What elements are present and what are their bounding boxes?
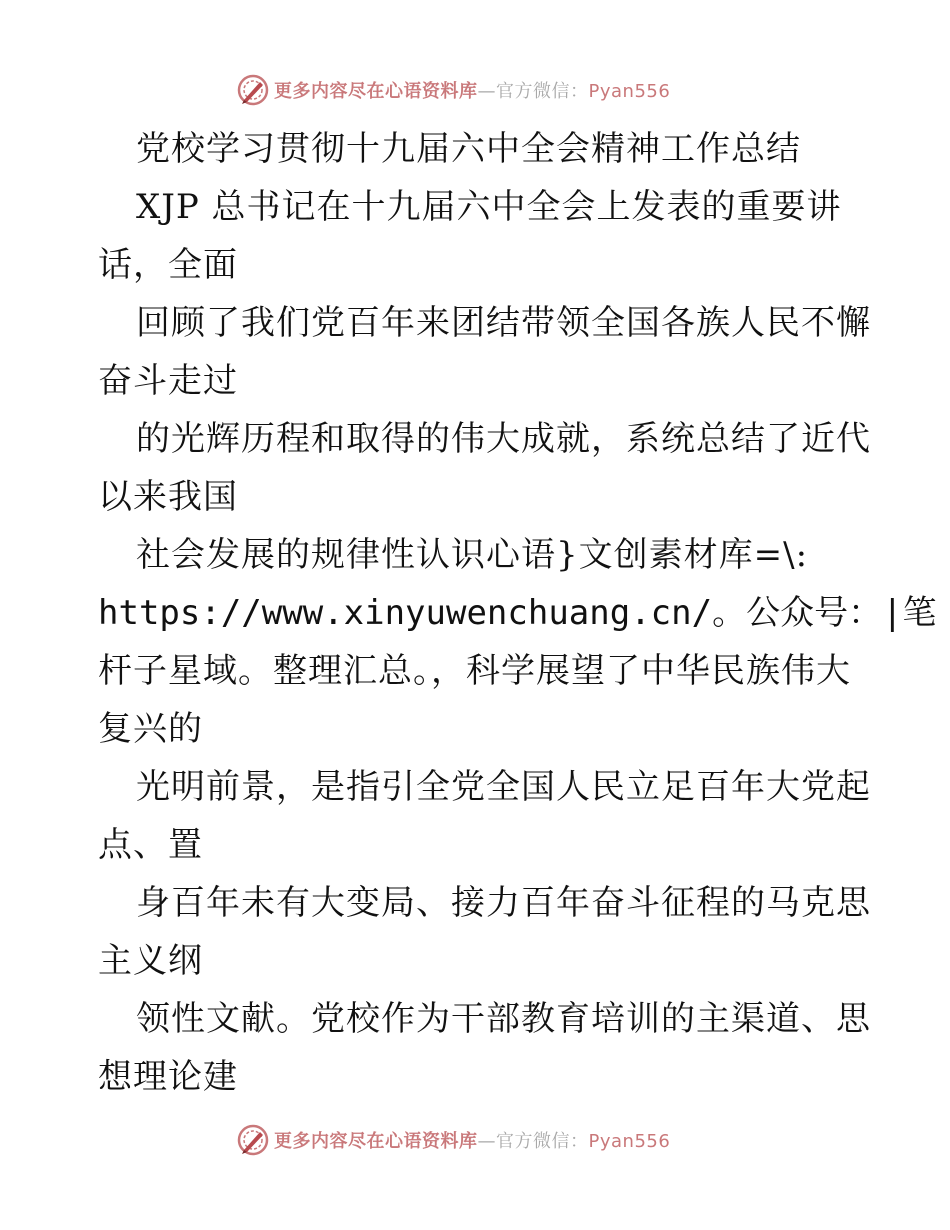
paragraph-line: 杆子星域。整理汇总。，科学展望了中华民族伟大 — [98, 651, 851, 691]
paragraph-line: 社会发展的规律性认识心语}文创素材库=\: — [136, 535, 809, 575]
paragraph-line: 光明前景，是指引全党全国人民立足百年大党起 — [136, 767, 871, 807]
footer-watermark — [236, 1123, 670, 1157]
watermark-main-text: 更多内容尽在心语资料库 — [274, 1131, 478, 1152]
watermark-text — [274, 77, 670, 103]
paragraph-line: 复兴的 — [98, 709, 203, 749]
watermark-dash: — — [477, 1131, 496, 1152]
paragraph-line: 奋斗走过 — [98, 361, 238, 401]
watermark-wechat-id: Pyan556 — [588, 1131, 671, 1152]
watermark-main-text: 更多内容尽在心语资料库 — [274, 81, 478, 102]
pen-logo-icon — [236, 73, 270, 107]
document-title: 党校学习贯彻十九届六中全会精神工作总结 — [136, 129, 801, 169]
paragraph-line: 主义纲 — [98, 941, 203, 981]
paragraph-line-url: https://www.xinyuwenchuang.cn/。公众号：|笔 — [98, 593, 937, 633]
watermark-dash: — — [477, 81, 496, 102]
pen-logo-icon — [236, 1123, 270, 1157]
paragraph-line: 点、置 — [98, 825, 203, 865]
paragraph-line: 领性文献。党校作为干部教育培训的主渠道、思 — [136, 999, 871, 1039]
paragraph-line: 回顾了我们党百年来团结带领全国各族人民不懈 — [136, 303, 871, 343]
watermark-text — [274, 1127, 670, 1153]
watermark-wechat-label: 官方微信： — [496, 81, 589, 102]
paragraph-line: 身百年未有大变局、接力百年奋斗征程的马克思 — [136, 883, 871, 923]
paragraph-line: 以来我国 — [98, 477, 238, 517]
header-watermark — [236, 73, 670, 107]
paragraph-line: 的光辉历程和取得的伟大成就，系统总结了近代 — [136, 419, 871, 459]
document-body — [98, 120, 937, 1106]
watermark-wechat-label: 官方微信： — [496, 1131, 589, 1152]
paragraph-line: XJP 总书记在十九届六中全会上发表的重要讲 — [136, 187, 842, 227]
watermark-wechat-id: Pyan556 — [588, 81, 671, 102]
paragraph-line: 想理论建 — [98, 1057, 238, 1097]
paragraph-line: 话，全面 — [98, 245, 238, 285]
